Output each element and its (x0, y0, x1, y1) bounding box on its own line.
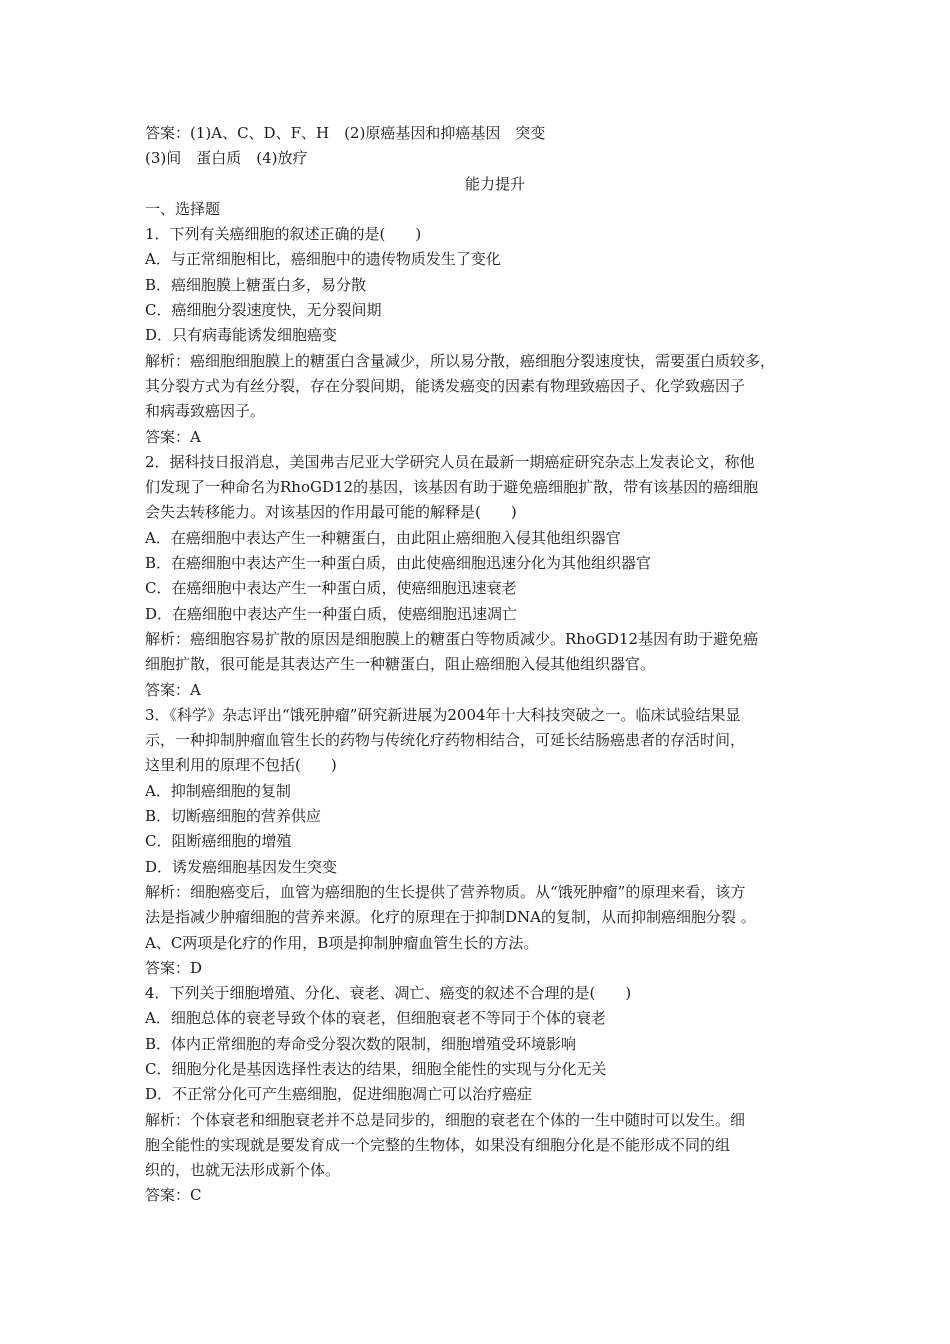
question-1-option-a: A．与正常细胞相比，癌细胞中的遗传物质发生了变化 (145, 250, 501, 269)
question-1-option-c: C．癌细胞分裂速度快，无分裂间期 (145, 301, 382, 320)
question-4-option-a: A．细胞总体的衰老导致个体的衰老，但细胞衰老不等同于个体的衰老 (145, 1009, 606, 1028)
question-1-analysis: 解析：癌细胞细胞膜上的糖蛋白含量减少，所以易分散，癌细胞分裂速度快，需要蛋白质较多， (145, 351, 776, 370)
question-3-stem: 这里利用的原理不包括( ) (145, 756, 337, 775)
previous-answer-line-2: (3)间 蛋白质 (4)放疗 (145, 149, 308, 168)
question-4-analysis: 解析：个体衰老和细胞衰老并不总是同步的，细胞的衰老在个体的一生中随时可以发生。细 (145, 1110, 746, 1129)
question-2-option-c: C．在癌细胞中表达产生一种蛋白质，使癌细胞迅速衰老 (145, 579, 517, 598)
question-3-analysis: A、C两项是化疗的作用，B项是抑制肿瘤血管生长的方法。 (145, 933, 539, 952)
question-3-option-d: D．诱发癌细胞基因发生突变 (145, 857, 338, 876)
question-4-option-b: B．体内正常细胞的寿命受分裂次数的限制，细胞增殖受环境影响 (145, 1034, 577, 1053)
question-3-stem: 3．《科学》杂志评出“饿死肿瘤”研究新进展为2004年十大科技突破之一。临床试验结果显 (145, 705, 741, 724)
question-3-analysis: 法是指减少肿瘤细胞的营养来源。化疗的原理在于抑制DNA的复制，从而抑制癌细胞分裂 。 (145, 908, 756, 927)
question-2-stem: 2．据科技日报消息，美国弗吉尼亚大学研究人员在最新一期癌症研究杂志上发表论文，称他 (145, 452, 755, 471)
question-2-option-b: B．在癌细胞中表达产生一种蛋白质，由此使癌细胞迅速分化为其他组织器官 (145, 554, 652, 573)
question-2-option-a: A．在癌细胞中表达产生一种糖蛋白，由此阻止癌细胞入侵其他组织器官 (145, 528, 621, 547)
subsection-heading: 一、选择题 (145, 199, 221, 218)
previous-answer-line-1: 答案：(1)A、C、D、F、H (2)原癌基因和抑癌基因 突变 (145, 124, 546, 142)
question-2-analysis: 解析：癌细胞容易扩散的原因是细胞膜上的糖蛋白等物质减少。RhoGD12基因有助于避免癌 (145, 629, 759, 648)
question-4-analysis: 胞全能性的实现就是要发育成一个完整的生物体，如果没有细胞分化是不能形成不同的组 (145, 1135, 731, 1154)
document-body (145, 121, 825, 1209)
question-1-answer: 答案：A (145, 427, 201, 446)
question-4-analysis: 织的，也就无法形成新个体。 (145, 1161, 341, 1180)
question-1-analysis: 和病毒致癌因子。 (145, 402, 266, 421)
question-3-stem: 示，一种抑制肿瘤血管生长的药物与传统化疗药物相结合，可延长结肠癌患者的存活时间， (145, 731, 746, 750)
question-3-analysis: 解析：细胞癌变后，血管为癌细胞的生长提供了营养物质。从“饿死肿瘤”的原理来看，该方 (145, 882, 746, 901)
question-1-stem: 1．下列有关癌细胞的叙述正确的是( ) (145, 225, 422, 244)
question-2-answer: 答案：A (145, 680, 201, 699)
question-4-option-c: C．细胞分化是基因选择性表达的结果，细胞全能性的实现与分化无关 (145, 1059, 607, 1078)
question-2-stem: 们发现了一种命名为RhoGD12的基因，该基因有助于避免癌细胞扩散，带有该基因的癌细胞 (145, 478, 759, 497)
question-3-option-a: A．抑制癌细胞的复制 (145, 781, 291, 800)
question-3-option-c: C．阻断癌细胞的增殖 (145, 832, 292, 851)
question-3-option-b: B．切断癌细胞的营养供应 (145, 807, 322, 826)
question-4-answer: 答案：C (145, 1186, 202, 1205)
question-1-option-b: B．癌细胞膜上糖蛋白多，易分散 (145, 275, 367, 294)
question-1-analysis: 其分裂方式为有丝分裂，存在分裂间期，能诱发癌变的因素有物理致癌因子、化学致癌因子 (145, 376, 746, 395)
question-4-option-d: D．不正常分化可产生癌细胞，促进细胞凋亡可以治疗癌症 (145, 1085, 533, 1104)
section-heading: 能力提升 (464, 174, 525, 193)
question-2-stem: 会失去转移能力。对该基因的作用最可能的解释是( ) (145, 503, 517, 522)
question-3-answer: 答案：D (145, 958, 203, 977)
question-1-option-d: D．只有病毒能诱发细胞癌变 (145, 326, 338, 345)
question-2-option-d: D．在癌细胞中表达产生一种蛋白质，使癌细胞迅速凋亡 (145, 604, 518, 623)
question-2-analysis: 细胞扩散，很可能是其表达产生一种糖蛋白，阻止癌细胞入侵其他组织器官。 (145, 655, 656, 674)
question-4-stem: 4．下列关于细胞增殖、分化、衰老、凋亡、癌变的叙述不合理的是( ) (145, 984, 632, 1003)
